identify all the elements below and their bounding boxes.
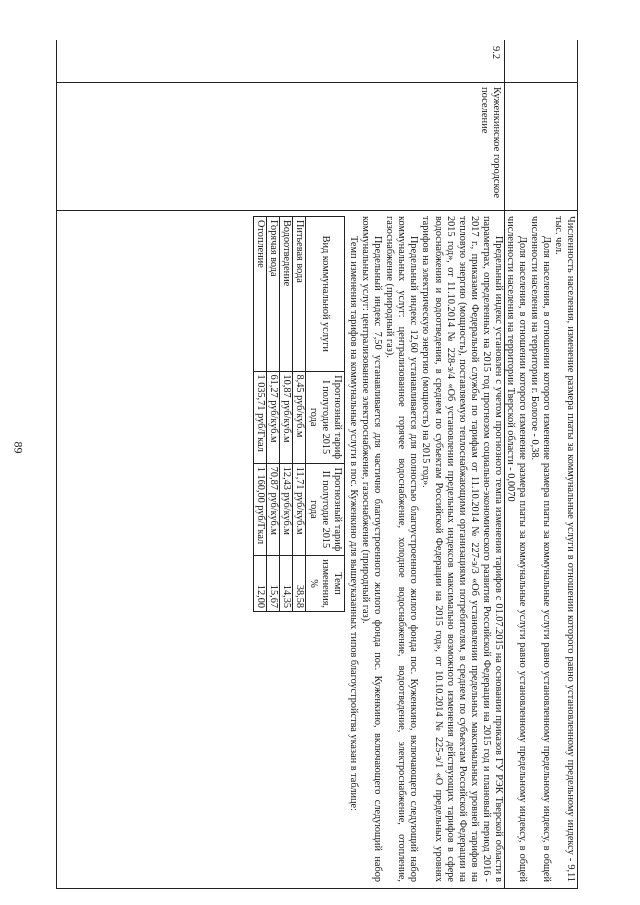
row-body-cell [57, 210, 505, 888]
header-tariff-h2: Прогнозный тариф II полугодие 2015 года [305, 463, 344, 555]
document-table [56, 40, 578, 889]
settlement-name: Куженкинское городское поселение [478, 87, 502, 199]
header-change-rate: Темп изменения, % [305, 556, 344, 612]
change-rate-cell: 14,35 [279, 556, 292, 612]
tariff-h1-cell: 8,45 руб/куб.м [292, 371, 305, 463]
tariff-h2-cell: 70,87 руб/куб.м [266, 463, 279, 555]
tariff-row [266, 217, 279, 612]
tariff-h1-cell: 1 035,71 руб/Гкал [253, 371, 266, 463]
tariff-row [279, 217, 292, 612]
paragraph: Предельный индекс 7,50 устанавливается для частично благоустроенного жилого фонда пос. Куженкино, включающего следующий набор коммунальных услуг: централизованное электроснабжение, газоснабжение (природный газ). [359, 216, 384, 882]
paragraph: Темп изменения тарифов на коммунальные услуги в пос. Куженкино для вышеуказанных типов благоустройства указан в таблице: [347, 236, 359, 811]
tariff-h2-cell: 12,43 руб/куб.м [279, 463, 292, 555]
row-body-cell [505, 210, 577, 888]
page-number: 89 [11, 441, 26, 454]
paragraph: Доля населения, в отношении которого изменение размера платы за коммунальные услуги равно установленному предельному индексу, в общей численности населения на территории г. Бологое - 0,38. [528, 216, 552, 882]
paragraph: Численность населения, изменение размера платы за коммунальные услуги в отношении которого равно установленному предельному индексу - 9,11 тыс. чел. [552, 216, 576, 882]
change-rate-cell: 12,00 [253, 556, 266, 612]
paragraph: Предельный индекс 12,60 устанавливается для полностью благоустроенного жилого фонда пос. Куженкино, включающего следующий набор коммунальных услуг: централизованное горячее водоснабжение, холодное водоснабжение, водоотведение, электроснабжение, отопление, газоснабжение (природный газ). [384, 216, 420, 882]
row-number-cell [505, 40, 577, 83]
service-cell: Отопление [253, 217, 266, 372]
change-rate-cell: 15,67 [266, 556, 279, 612]
service-cell: Питьевая вода [292, 217, 305, 372]
table-row [504, 40, 577, 888]
change-rate-cell: 38,58 [292, 556, 305, 612]
tariff-row [292, 217, 305, 612]
header-tariff-h1: Прогнозный тариф I полугодие 2015 года [305, 371, 344, 463]
tariff-header-row [305, 217, 344, 612]
paragraph: Предельный индекс установлен с учетом прогнозного темпа изменения тарифов с 01.07.2015 на основании приказов ГУ РЭК Тверской области в параметрах, определенных на 2015 год прогнозом социально-экономического развития Российской Федерации на 2015 год и плановый период 2016 - 2017 г., приказами Федеральной службы по тарифам от 11.10.2014 № 227-э/3 «Об установлении предельных максимальных уровней тарифов на тепловую энергию (мощность), поставляемую теплоснабжающими организациями потребителям, в среднем по субъектам Российской Федерации на 2015 год», от 11.10.2014 № 228-э/4 «Об установлении предельных индексов максимально возможного изменения действующих тарифов в сфере водоснабжения и водоотведения, в среднем по субъектам Российской Федерации на 2015 год», от 10.10.2014 № 225-э/1 «О предельных уровнях тарифов на электрическую энергию (мощность) на 2015 год». [420, 216, 504, 882]
tariff-row [253, 217, 266, 612]
row-number: 9.2 [490, 46, 501, 60]
tariff-table [253, 216, 345, 612]
paragraph: Доля населения, в отношении которого изменение размера платы за коммунальные услуги равно установленному предельному индексу, в общей численности населения на территории Тверской области - 0,0070 [504, 216, 528, 882]
row-name-cell [57, 82, 505, 211]
service-cell: Водоотведение [279, 217, 292, 372]
row-name-cell [505, 82, 577, 211]
tariff-h1-cell: 61,27 руб/куб.м [266, 371, 279, 463]
service-cell: Горячая вода [266, 217, 279, 372]
header-service: Вид коммунальной услуги [305, 217, 344, 372]
row-number-cell [57, 40, 505, 83]
tariff-h2-cell: 1 160,00 руб/Гкал [253, 463, 266, 555]
table-row [57, 40, 505, 888]
tariff-h1-cell: 10,87 руб/куб.м [279, 371, 292, 463]
tariff-h2-cell: 11,71 руб/куб.м [292, 463, 305, 555]
